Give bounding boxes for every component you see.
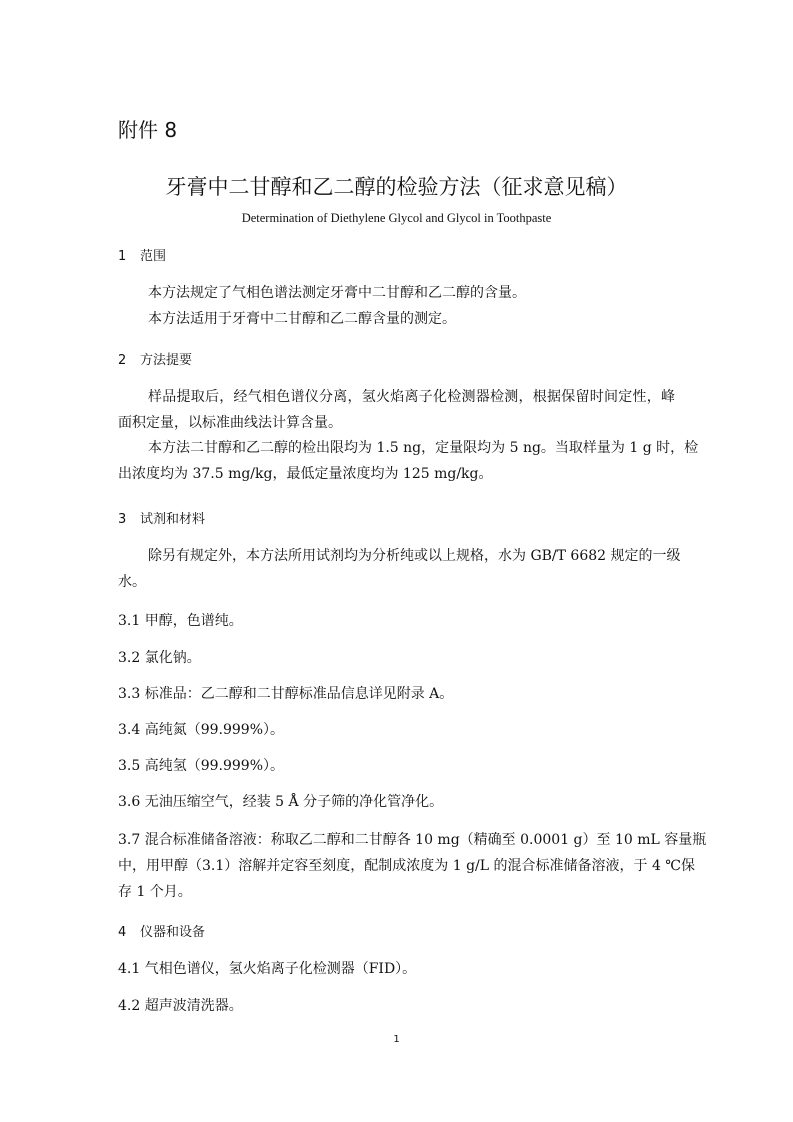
clause-3-6: 3.6 无油压缩空气，经装 5 Å 分子筛的净化管净化。 — [118, 794, 444, 810]
section-title: 仪器和设备 — [140, 925, 206, 940]
clause-3-5: 3.5 高纯氢（99.999%）。 — [118, 758, 285, 774]
annex-label: 附件 8 — [118, 118, 178, 142]
section-title: 范围 — [140, 249, 167, 264]
section-number: 2 — [118, 353, 127, 368]
clause-4-2: 4.2 超声波清洗器。 — [118, 998, 243, 1014]
page-number: 1 — [393, 1034, 400, 1045]
paragraph-line: 水。 — [118, 574, 146, 590]
paragraph-line: 样品提取后，经气相色谱仪分离，氢火焰离子化检测器检测，根据保留时间定性，峰 — [148, 389, 675, 405]
document-subtitle: Determination of Diethylene Glycol and Glycol in Toothpaste — [241, 211, 552, 225]
paragraph-line: 除另有规定外，本方法所用试剂均为分析纯或以上规格，水为 GB/T 6682 规定的一级 — [148, 548, 681, 564]
clause-3-7-line: 存 1 个月。 — [118, 884, 192, 900]
paragraph-line: 面积定量，以标准曲线法计算含量。 — [118, 415, 342, 431]
clause-3-4: 3.4 高纯氮（99.999%）。 — [118, 722, 285, 738]
clause-4-1: 4.1 气相色谱仪，氢火焰离子化检测器（FID）。 — [118, 961, 417, 977]
clause-3-1: 3.1 甲醇，色谱纯。 — [118, 613, 243, 629]
clause-3-3: 3.3 标准品：乙二醇和二甘醇标准品信息详见附录 A。 — [118, 686, 454, 702]
paragraph-line: 本方法适用于牙膏中二甘醇和乙二醇含量的测定。 — [148, 311, 456, 327]
document-title: 牙膏中二甘醇和乙二醇的检验方法（征求意见稿） — [165, 175, 628, 199]
section-heading-2 — [118, 349, 192, 368]
paragraph-line: 本方法规定了气相色谱法测定牙膏中二甘醇和乙二醇的含量。 — [148, 285, 526, 301]
section-number: 3 — [118, 512, 127, 527]
section-heading-1 — [118, 245, 166, 264]
clause-3-7-line: 中，用甲醇（3.1）溶解并定容至刻度，配制成浓度为 1 g/L 的混合标准储备溶液，于 4 ℃保 — [118, 858, 695, 874]
clause-3-7-line: 3.7 混合标准储备溶液：称取乙二醇和二甘醇各 10 mg（精确至 0.0001 g）至 10 mL 容量瓶 — [118, 832, 707, 848]
paragraph-line: 本方法二甘醇和乙二醇的检出限均为 1.5 ng，定量限均为 5 ng。当取样量为 1 g 时，检 — [148, 440, 699, 456]
clause-3-2: 3.2 氯化钠。 — [118, 650, 201, 666]
section-title: 方法提要 — [140, 353, 193, 368]
section-heading-4 — [118, 921, 205, 940]
section-title: 试剂和材料 — [140, 512, 206, 527]
section-number: 1 — [118, 249, 127, 264]
section-heading-3 — [118, 508, 205, 527]
paragraph-line: 出浓度均为 37.5 mg/kg，最低定量浓度均为 125 mg/kg。 — [118, 466, 493, 482]
section-number: 4 — [118, 925, 127, 940]
